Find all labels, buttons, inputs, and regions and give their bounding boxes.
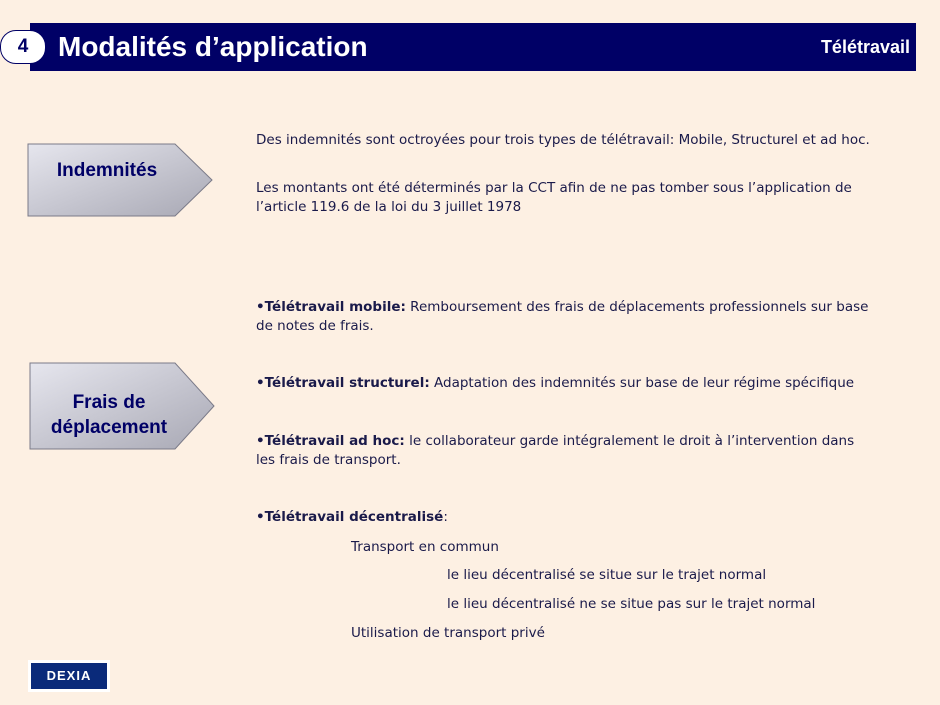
- item-adhoc: [256, 432, 876, 470]
- item-structurel-text: Adaptation des indemnités sur base de leur régime spécifique: [429, 375, 855, 391]
- item-mobile: [256, 298, 876, 336]
- section-number-badge: 4: [0, 30, 46, 64]
- frais-label: [29, 362, 189, 468]
- sub-transport-prive: Utilisation de transport privé: [351, 625, 545, 641]
- indemnites-label: Indemnités: [56, 159, 158, 181]
- item-structurel: [256, 374, 896, 393]
- sub-transport-commun: Transport en commun: [351, 539, 499, 555]
- sub-trajet-normal: le lieu décentralisé se situe sur le trajet normal: [447, 567, 767, 583]
- item-decentralise-text: :: [443, 509, 448, 525]
- item-decentralise-term: •Télétravail décentralisé: [256, 509, 444, 525]
- frais-label-line-2: déplacement: [50, 417, 168, 438]
- item-adhoc-text: le collaborateur garde intégralement le droit à l’intervention dans les frais de transport.: [256, 433, 855, 468]
- item-structurel-term: •Télétravail structurel:: [256, 375, 430, 391]
- indemnites-paragraph-1: Des indemnités sont octroyées pour trois types de télétravail: Mobile, Structurel et ad hoc.: [256, 132, 870, 148]
- page-title: Modalités d’application: [58, 31, 368, 62]
- frais-label-line-1: Frais de: [72, 392, 146, 413]
- indemnites-arrow-box: [27, 143, 213, 217]
- dexia-logo-text: DEXIA: [31, 663, 107, 689]
- item-adhoc-term: •Télétravail ad hoc:: [256, 433, 405, 449]
- frais-arrow-box: [29, 362, 215, 450]
- sub-trajet-hors: le lieu décentralisé ne se situe pas sur le trajet normal: [447, 596, 816, 612]
- topic-label: Télétravail: [820, 37, 910, 57]
- indemnites-paragraph-2: Les montants ont été déterminés par la CCT afin de ne pas tomber sous l’application de l’article 119.6 de la loi du 3 juillet 1978: [256, 180, 852, 215]
- dexia-logo: [28, 660, 110, 692]
- item-mobile-text: Remboursement des frais de déplacements professionnels sur base de notes de frais.: [256, 299, 869, 334]
- item-mobile-term: •Télétravail mobile:: [256, 299, 406, 315]
- item-decentralise: [256, 508, 876, 527]
